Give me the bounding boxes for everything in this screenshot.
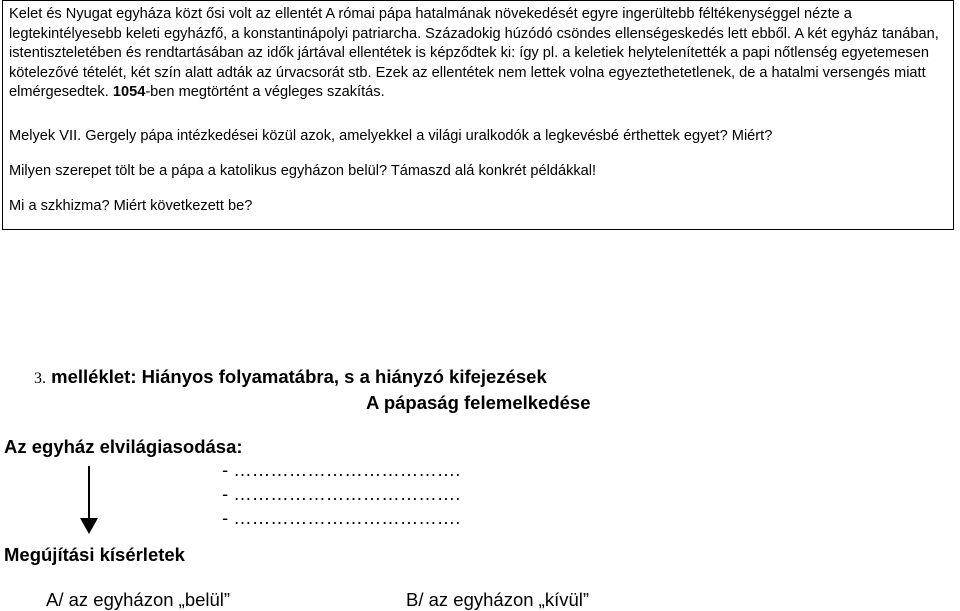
question-1: Melyek VII. Gergely pápa intézkedései közül azok, amelyekkel a világi uralkodók a legkevésbé érthettek egyet? Miért? <box>9 128 773 144</box>
option-b: B/ az egyházon „kívül” <box>406 589 590 610</box>
question-2: Milyen szerepet tölt be a pápa a katolikus egyházon belül? Támaszd alá konkrét példákkal! <box>9 163 597 179</box>
intro-text: Kelet és Nyugat egyháza közt ősi volt az ellentét A római pápa hatalmának növekedését egyre ingerültebb féltékenységgel nézte a legtekintélyesebb keleti egyházfő, a konstantinápolyi patriarcha. Századokig húzódó csöndes ellenségeskedés lett ebből. A két egyház tanában, istentiszteletében és rendtartásában az idők jártával ellentétek is képződtek ki: így pl. a keletiek helytelenítették a papi nőtlenség egyetemesen kötelezővé tételét, két szín alatt adták az úrvacsorát stb. Ezek az ellentétek nem lettek volna egyeztethetetlenek, de a hatalmi versengés miatt elmérgesedtek. <box>9 6 939 100</box>
year-highlight: 1054 <box>112 84 146 100</box>
annex-heading <box>34 366 547 388</box>
intro-paragraph <box>9 5 954 103</box>
flow-arrow-shaft <box>88 466 90 521</box>
secularization-label: Az egyház elvilágiasodása: <box>4 436 243 457</box>
blank-line-1: - ………………………………. <box>222 459 461 480</box>
annex-title: melléklet: Hiányos folyamatábra, s a hiányzó kifejezések <box>51 366 547 387</box>
blank-line-2: - ………………………………. <box>222 483 461 504</box>
intro-text-end: -ben megtörtént a végleges szakítás. <box>145 84 385 100</box>
option-a: A/ az egyházon „belül” <box>46 589 231 610</box>
reform-label: Megújítási kísérletek <box>4 544 185 565</box>
annex-subtitle: A pápaság felemelkedése <box>366 392 591 413</box>
annex-number: 3. <box>34 370 46 387</box>
question-3: Mi a szkhizma? Miért következett be? <box>9 198 253 214</box>
blank-line-3: - ………………………………. <box>222 507 461 528</box>
text-box <box>2 0 954 230</box>
arrow-down-icon <box>80 518 98 534</box>
